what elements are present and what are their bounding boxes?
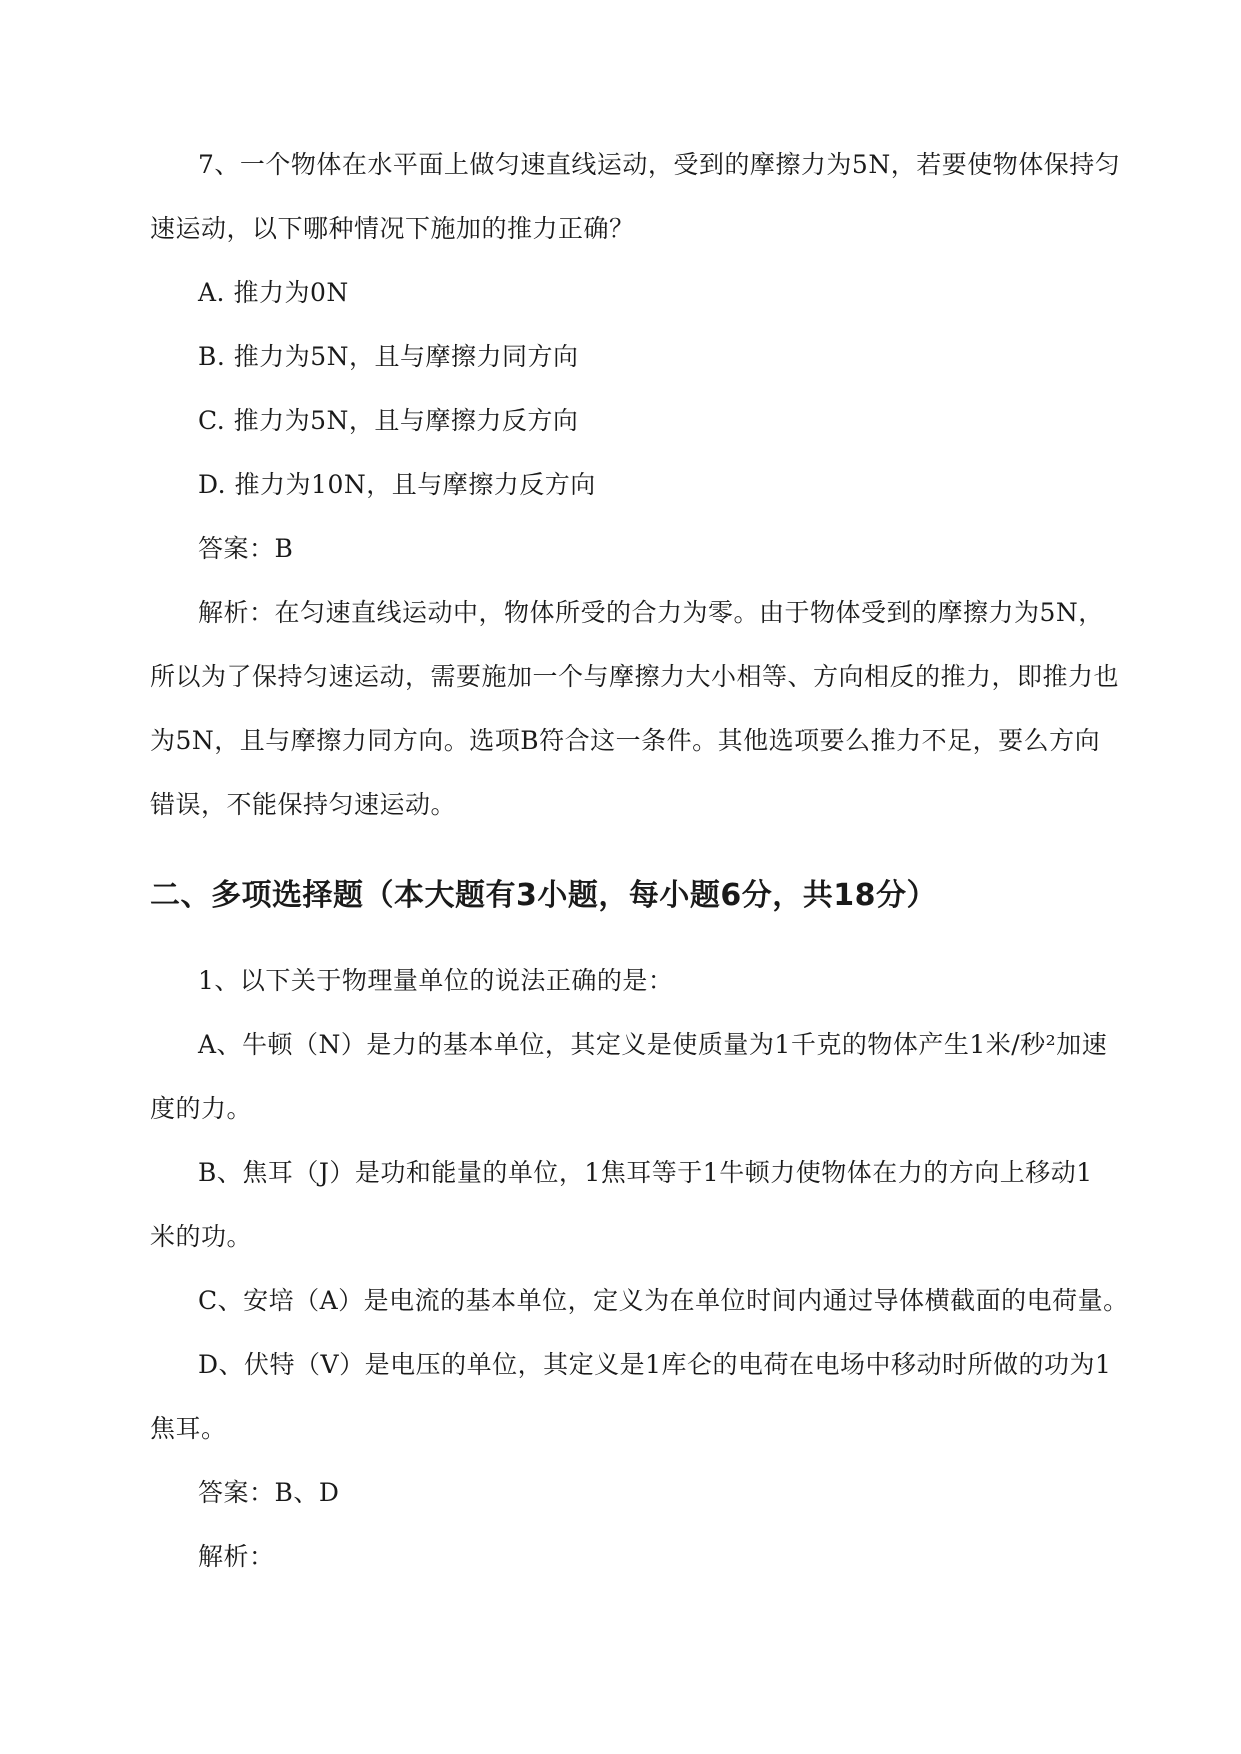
q7-analysis-line4: 错误，不能保持匀速运动。 <box>150 790 457 819</box>
q1-option-c: C、安培（A）是电流的基本单位，定义为在单位时间内通过导体横截面的电荷量。 <box>198 1286 1129 1315</box>
q7-option-b: B. 推力为5N，且与摩擦力同方向 <box>198 342 579 371</box>
q7-option-d: D. 推力为10N，且与摩擦力反方向 <box>198 470 596 499</box>
q7-stem-line1: 7、一个物体在水平面上做匀速直线运动，受到的摩擦力为5N，若要使物体保持匀 <box>198 150 1121 179</box>
q1-option-a-line2: 度的力。 <box>150 1094 253 1123</box>
q7-answer: 答案：B <box>198 534 294 563</box>
q7-analysis-line1: 解析：在匀速直线运动中，物体所受的合力为零。由于物体受到的摩擦力为5N， <box>198 598 1104 627</box>
q1-stem: 1、以下关于物理量单位的说法正确的是： <box>198 966 674 995</box>
q1-answer: 答案：B、D <box>198 1478 340 1507</box>
q7-option-a: A. 推力为0N <box>198 278 349 307</box>
q7-analysis-line2: 所以为了保持匀速运动，需要施加一个与摩擦力大小相等、方向相反的推力，即推力也 <box>150 662 1120 691</box>
q1-option-b-line1: B、焦耳（J）是功和能量的单位，1焦耳等于1牛顿力使物体在力的方向上移动1 <box>198 1158 1093 1187</box>
q7-option-c: C. 推力为5N，且与摩擦力反方向 <box>198 406 579 435</box>
q7-analysis-line3: 为5N，且与摩擦力同方向。选项B符合这一条件。其他选项要么推力不足，要么方向 <box>150 726 1101 755</box>
q7-stem-line2: 速运动，以下哪种情况下施加的推力正确？ <box>150 214 635 243</box>
q1-option-b-line2: 米的功。 <box>150 1222 253 1251</box>
q1-option-d-line2: 焦耳。 <box>150 1414 227 1443</box>
q1-analysis: 解析： <box>198 1542 275 1571</box>
section-heading: 二、多项选择题（本大题有3小题，每小题6分，共18分） <box>150 878 937 913</box>
q1-option-d-line1: D、伏特（V）是电压的单位，其定义是1库仑的电荷在电场中移动时所做的功为1 <box>198 1350 1112 1379</box>
q1-option-a-line1: A、牛顿（N）是力的基本单位，其定义是使质量为1千克的物体产生1米/秒²加速 <box>198 1030 1108 1059</box>
